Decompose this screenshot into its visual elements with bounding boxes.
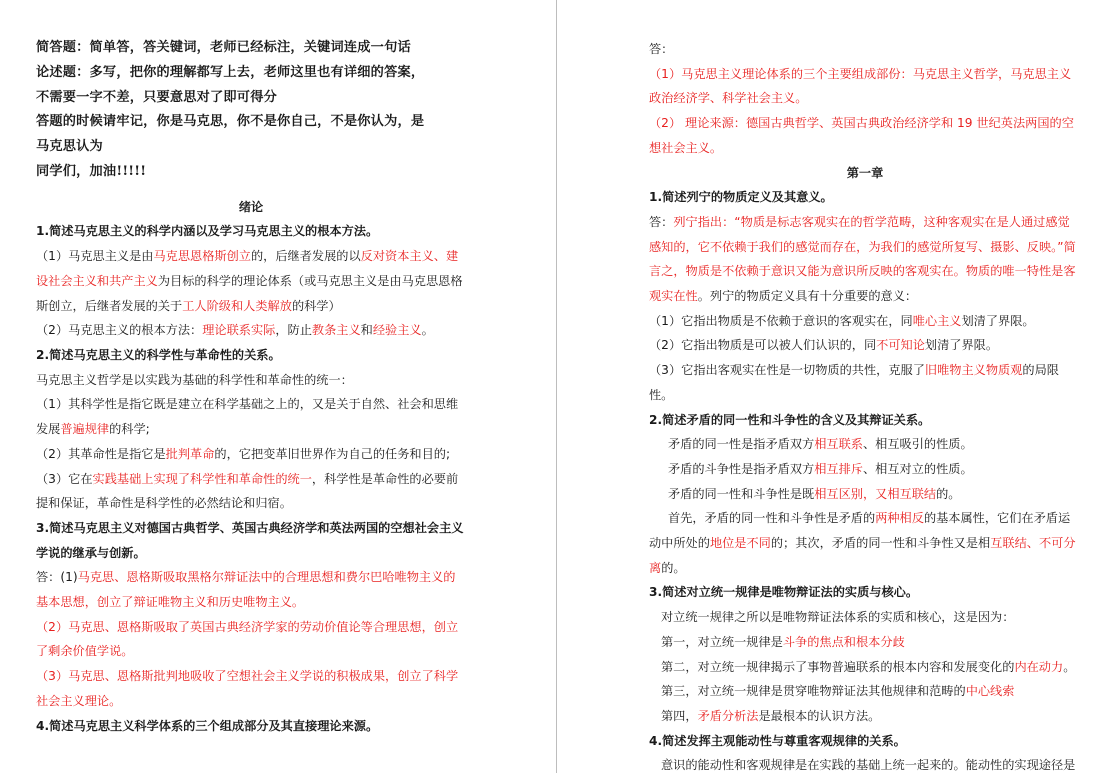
answer-paragraph bbox=[649, 210, 1081, 309]
text-run: （2）马克思主义的根本方法： bbox=[36, 323, 203, 338]
text-run: 第一，对立统一规律是 bbox=[661, 634, 783, 649]
answer-paragraph bbox=[36, 318, 466, 343]
text-run: （2）它指出物质是可以被人们认识的，同 bbox=[649, 338, 877, 353]
question-heading: 4.简述马克思主义科学体系的三个组成部分及其直接理论来源。 bbox=[36, 718, 379, 733]
text-run: 矛盾的同一性是指矛盾双方 bbox=[668, 437, 815, 452]
intro-line: 同学们，加油!!!!! bbox=[36, 163, 147, 179]
intro-line: 答题的时候请牢记，你是马克思，你不是你自己，不是你认为，是 bbox=[36, 114, 425, 130]
question-heading: 1.简述马克思主义的科学内涵以及学习马克思主义的根本方法。 bbox=[36, 224, 379, 239]
answer-paragraph bbox=[649, 655, 1081, 680]
text-run: 第二，对立统一规律揭示了事物普遍联系的根本内容和发展变化的 bbox=[661, 659, 1015, 674]
key-term: 不可知论 bbox=[876, 338, 925, 353]
key-term: 经验主义 bbox=[372, 323, 422, 338]
text-run: 划清了界限。 bbox=[924, 338, 999, 353]
left-column bbox=[36, 36, 466, 738]
answer-paragraph: （1）马克思主义理论体系的三个主要组成部份：马克思主义哲学，马克思主义政治经济学、科学社会主义。 bbox=[649, 66, 1072, 106]
text-run: 矛盾的同一性和斗争性是既 bbox=[668, 486, 815, 501]
key-term: 工人阶级和人类解放 bbox=[182, 298, 292, 313]
left-page bbox=[0, 0, 556, 773]
key-term: 实践基础上实现了科学性和革命性的统一 bbox=[92, 471, 312, 486]
text-run: 划清了界限。 bbox=[961, 313, 1035, 328]
text-run: 。列宁的物质定义具有十分重要的意义： bbox=[697, 289, 918, 304]
text-run: 的基本属性，它们在矛盾运动中所处的 bbox=[649, 511, 1071, 551]
text-run: 的；其次，矛盾的同一性和斗争性又是相 bbox=[770, 536, 991, 551]
text-run: 和 bbox=[360, 323, 373, 338]
answer-paragraph: 对立统一规律之所以是唯物辩证法体系的实质和核心，这是因为： bbox=[661, 610, 1015, 625]
answer-paragraph: 意识的能动性和客观规律是在实践的基础上统一起来的。能动性的实现途径是 bbox=[661, 758, 1076, 773]
key-term: 两种相反 bbox=[875, 511, 924, 526]
answer-paragraph bbox=[649, 309, 1081, 334]
text-run: 第三，对立统一规律是贯穿唯物辩证法其他规律和范畴的 bbox=[661, 684, 966, 699]
key-term: 马克思恩格斯创立 bbox=[153, 249, 251, 264]
answer-paragraph bbox=[649, 432, 1081, 457]
text-run: ，防止 bbox=[275, 323, 312, 338]
answer-paragraph bbox=[36, 467, 466, 516]
text-run: 答：(1) bbox=[36, 570, 78, 585]
intro-note bbox=[36, 36, 466, 185]
question-heading: 2.简述马克思主义的科学性与革命性的关系。 bbox=[36, 348, 281, 362]
key-term: 批判革命 bbox=[165, 446, 215, 461]
text-run: 的局限性。 bbox=[649, 363, 1059, 402]
key-term: 斗争的焦点和根本分歧 bbox=[782, 634, 905, 649]
key-term: 相互联系 bbox=[814, 437, 863, 452]
right-column bbox=[649, 37, 1081, 778]
answer-paragraph bbox=[36, 392, 466, 441]
text-run: 的。 bbox=[661, 560, 686, 575]
text-run: （1）马克思主义是由 bbox=[36, 249, 154, 264]
answer-paragraph bbox=[649, 679, 1081, 704]
answer-paragraph: 马克思主义哲学是以实践为基础的科学性和革命性的统一： bbox=[36, 372, 353, 387]
intro-line: 不需要一字不差，只要意思对了即可得分 bbox=[36, 89, 277, 105]
text-run: 。 bbox=[1063, 659, 1076, 674]
chapter-heading: 第一章 bbox=[846, 165, 884, 180]
key-term: 教条主义 bbox=[311, 323, 361, 338]
key-term: 唯心主义 bbox=[912, 313, 962, 328]
answer-paragraph bbox=[649, 704, 1081, 729]
text-run: （3）它指出客观实在性是一切物质的共性，克服了 bbox=[649, 363, 925, 378]
key-term: 相互排斥 bbox=[814, 461, 863, 476]
answer-paragraph: （2） 理论来源：德国古典哲学、英国古典政治经济学和 19 世纪英法两国的空想社会主义。 bbox=[649, 116, 1074, 155]
left-body bbox=[36, 195, 466, 738]
text-run: ，科学性是革命性的必要前提和保证，革命性是科学性的必然结论和归宿。 bbox=[36, 471, 459, 511]
key-term: 反对资本主义、建设社会主义和共产主义 bbox=[36, 249, 459, 288]
text-run: （1）它指出物质是不依赖于意识的客观实在，同 bbox=[649, 313, 913, 328]
answer-paragraph bbox=[649, 333, 1081, 358]
answer-paragraph bbox=[649, 358, 1081, 407]
key-term: 互联结、不可分离 bbox=[649, 536, 1076, 575]
key-term: 列宁指出：“物质是标志客观实在的哲学范畴，这种客观实在是人通过感觉感知的，它不依赖于我们的感觉而存在，为我们的感觉所复写、摄影、反映。”简言之，物质是不依赖于意识又能为意识所反映的客观实在。物质的唯一特性是客观实在性 bbox=[649, 214, 1076, 304]
key-term: 普遍规律 bbox=[60, 422, 110, 437]
answer-paragraph bbox=[36, 442, 466, 467]
text-run: 矛盾的斗争性是指矛盾双方 bbox=[668, 461, 815, 476]
intro-line: 简答题：简单答，答关键词，老师已经标注，关键词连成一句话 bbox=[36, 40, 411, 55]
question-heading: 2.简述矛盾的同一性和斗争性的含义及其辩证关系。 bbox=[649, 412, 931, 427]
answer-paragraph bbox=[36, 244, 466, 318]
answer-paragraph bbox=[649, 457, 1081, 482]
text-run: （3）它在 bbox=[36, 471, 93, 486]
answer-paragraph bbox=[649, 482, 1081, 507]
key-term: 中心线索 bbox=[965, 684, 1015, 699]
question-heading: 1.简述列宁的物质定义及其意义。 bbox=[649, 190, 833, 205]
question-heading: 4.简述发挥主观能动性与尊重客观规律的关系。 bbox=[649, 733, 906, 748]
key-term: 矛盾分析法 bbox=[697, 708, 759, 723]
text-run: 的科学; bbox=[109, 422, 150, 437]
intro-line: 马克思认为 bbox=[36, 139, 103, 155]
key-term: 地位是不同 bbox=[709, 536, 771, 551]
text-run: 的，后继者发展的以 bbox=[250, 249, 361, 264]
intro-line: 论述题：多写，把你的理解都写上去，老师这里也有详细的答案， bbox=[36, 64, 425, 80]
section-heading: 绪论 bbox=[238, 199, 264, 214]
answer-paragraph: （2）马克思、恩格斯吸取了英国古典经济学家的劳动价值论等合理思想，创立了剩余价值学说。 bbox=[36, 619, 459, 659]
key-term: 马克思、恩格斯吸取黑格尔辩证法中的合理思想和费尔巴哈唯物主义的基本思想，创立了辩证唯物主义和历史唯物主义。 bbox=[36, 570, 456, 610]
text-run: 的科学） bbox=[291, 298, 341, 313]
text-run: 第四， bbox=[661, 708, 698, 723]
text-run: 的。 bbox=[936, 486, 961, 501]
text-run: 为目标的科学的理论体系（或马克思主义是由马克思恩格斯创立，后继者发展的关于 bbox=[36, 273, 463, 313]
answer-paragraph: （3）马克思、恩格斯批判地吸收了空想社会主义学说的积极成果，创立了科学社会主义理论。 bbox=[36, 669, 459, 708]
key-term: 旧唯物主义物质观 bbox=[924, 363, 1023, 378]
question-heading: 3.简述对立统一规律是唯物辩证法的实质与核心。 bbox=[649, 585, 919, 600]
answer-paragraph bbox=[649, 506, 1081, 580]
answer-label: 答： bbox=[649, 42, 674, 56]
text-run: 、相互对立的性质。 bbox=[863, 461, 973, 476]
key-term: 相互区别，又相互联结 bbox=[814, 486, 937, 501]
text-run: 的，它把变革旧世界作为自己的任务和目的; bbox=[214, 446, 451, 461]
answer-paragraph bbox=[36, 565, 466, 614]
text-run: 答： bbox=[649, 214, 674, 229]
text-run: 、相互吸引的性质。 bbox=[863, 437, 973, 452]
text-run: 是最根本的认识方法。 bbox=[758, 708, 881, 723]
answer-paragraph bbox=[649, 630, 1081, 655]
question-heading: 3.简述马克思主义对德国古典哲学、英国古典经济学和英法两国的空想社会主义学说的继承与创新。 bbox=[36, 520, 464, 560]
text-run: 首先，矛盾的同一性和斗争性是矛盾的 bbox=[668, 511, 876, 526]
text-run: （2）其革命性是指它是 bbox=[36, 446, 166, 461]
page-divider bbox=[556, 0, 557, 773]
text-run: 。 bbox=[421, 323, 434, 338]
key-term: 内在动力 bbox=[1014, 659, 1064, 674]
key-term: 理论联系实际 bbox=[202, 323, 276, 338]
text-run: （1）其科学性是指它既是建立在科学基础之上的，又是关于自然、社会和思维发展 bbox=[36, 397, 459, 437]
